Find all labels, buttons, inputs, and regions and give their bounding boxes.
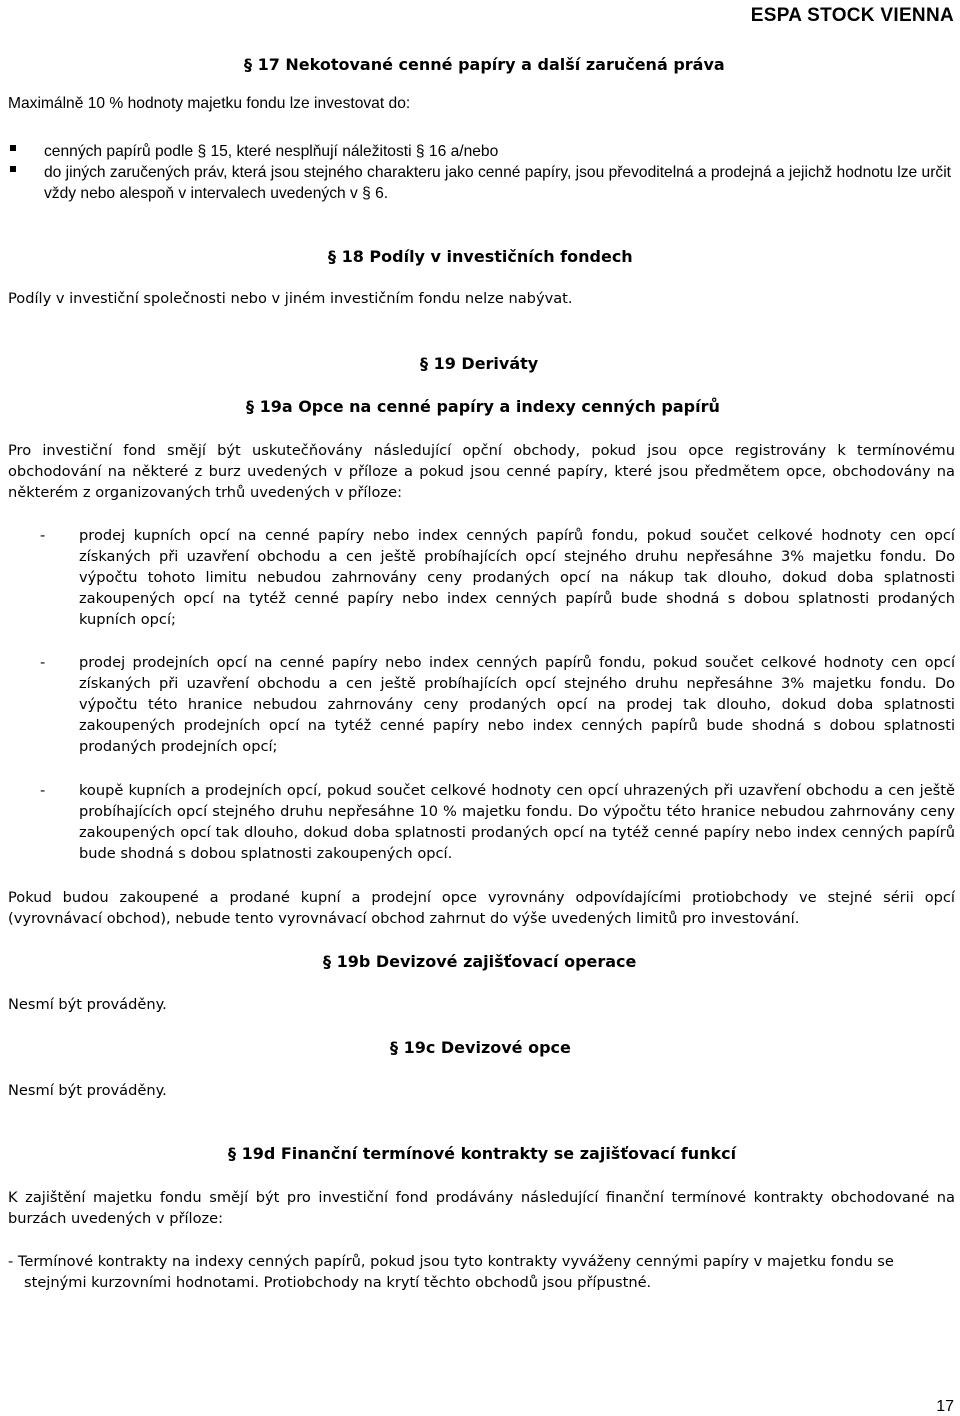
- bullet-icon: [10, 145, 16, 151]
- document-header-brand: ESPA STOCK VIENNA: [750, 5, 954, 26]
- section-19a-intro: Pro investiční fond smějí být uskutečňovány následující opční obchody, pokud jsou opce registrovány k termínovému obchodování na některé z burz uvedených v příloze a pokud jsou cenné papíry, které jsou předmětem opce, obchodovány na některém z organizovaných trhů uvedených v příloze:: [8, 442, 955, 501]
- section-17-title: § 17 Nekotované cenné papíry a další zaručená práva: [244, 55, 725, 74]
- section-19c-title: § 19c Devizové opce: [390, 1038, 571, 1057]
- section-19a-title: § 19a Opce na cenné papíry a indexy cenných papírů: [246, 397, 720, 416]
- section-17-bullet-1: cenných papírů podle § 15, které nesplňují náležitosti § 16 a/nebo: [44, 143, 499, 160]
- section-17-intro: Maximálně 10 % hodnoty majetku fondu lze investovat do:: [8, 95, 411, 112]
- section-19d-intro: K zajištění majetku fondu smějí být pro investiční fond prodávány následující finanční termínové kontrakty obchodované na burzách uvedených v příloze:: [8, 1189, 955, 1227]
- section-19-title: § 19 Deriváty: [420, 354, 539, 373]
- section-17-bullet-2: do jiných zaručených práv, která jsou stejného charakteru jako cenné papíry, jsou převoditelná a prodejná a jejichž hodnotu lze určit vždy nebo alespoň v intervalech uvedených v § 6.: [44, 164, 951, 202]
- page-number: 17: [936, 1398, 954, 1415]
- section-19a-item-3: koupě kupních a prodejních opcí, pokud součet celkové hodnoty cen opcí uhrazených při uzavření obchodu a cen ještě probíhajících opcí stejného druhu nepřesáhne 10 % majetku fondu. Do výpočtu této hranice nebudou zahrnovány ceny zakoupených opcí tak dlouho, dokud doba splatnosti prodaných opcí na tytéž cenné papíry nebo index cenných papírů bude shodná s dobou splatnosti zakoupených opcí.: [79, 782, 955, 862]
- section-19d-item: - Termínové kontrakty na indexy cenných papírů, pokud jsou tyto kontrakty vyváženy cennými papíry v majetku fondu se stejnými kurzovními hodnotami. Protiobchody na krytí těchto obchodů jsou přípustné.: [8, 1253, 894, 1291]
- list-dash: -: [40, 654, 46, 671]
- section-18-text: Podíly v investiční společnosti nebo v jiném investičním fondu nelze nabývat.: [8, 290, 573, 307]
- bullet-icon: [10, 166, 16, 172]
- section-19a-closing: Pokud budou zakoupené a prodané kupní a prodejní opce vyrovnány odpovídajícími protiobchody ve stejné sérii opcí (vyrovnávací obchod), nebude tento vyrovnávací obchod zahrnut do výše uvedených limitů pro investování.: [8, 889, 955, 927]
- section-19c-text: Nesmí být prováděny.: [8, 1082, 167, 1099]
- list-dash: -: [40, 527, 46, 544]
- section-19b-title: § 19b Devizové zajišťovací operace: [323, 952, 637, 971]
- section-19a-item-1: prodej kupních opcí na cenné papíry nebo index cenných papírů fondu, pokud součet celkové hodnoty cen opcí získaných při uzavření obchodu a cen ještě probíhajících opcí stejného druhu nepřesáhne 3% majetku fondu. Do výpočtu tohoto limitu nebudou zahrnovány ceny prodaných opcí na nákup tak dlouho, dokud doba splatnosti zakoupených opcí na tytéž cenné papíry nebo index cenných papírů bude shodná s dobou splatnosti prodaných kupních opcí;: [79, 527, 955, 628]
- section-19b-text: Nesmí být prováděny.: [8, 996, 167, 1013]
- list-dash: -: [40, 782, 46, 799]
- section-18-title: § 18 Podíly v investičních fondech: [328, 247, 633, 266]
- section-19a-item-2: prodej prodejních opcí na cenné papíry nebo index cenných papírů fondu, pokud součet celkové hodnoty cen opcí získaných při uzavření obchodu a cen ještě probíhajících opcí stejného druhu nepřesáhne 3% majetku fondu. Do výpočtu této hranice nebudou zahrnovány ceny prodaných opcí na prodej tak dlouho, dokud doba splatnosti zakoupených prodejních opcí na tytéž cenné papíry nebo index cenných papírů bude shodná s dobou splatnosti prodaných prodejních opcí;: [79, 654, 955, 755]
- section-19d-title: § 19d Finanční termínové kontrakty se zajišťovací funkcí: [228, 1144, 737, 1163]
